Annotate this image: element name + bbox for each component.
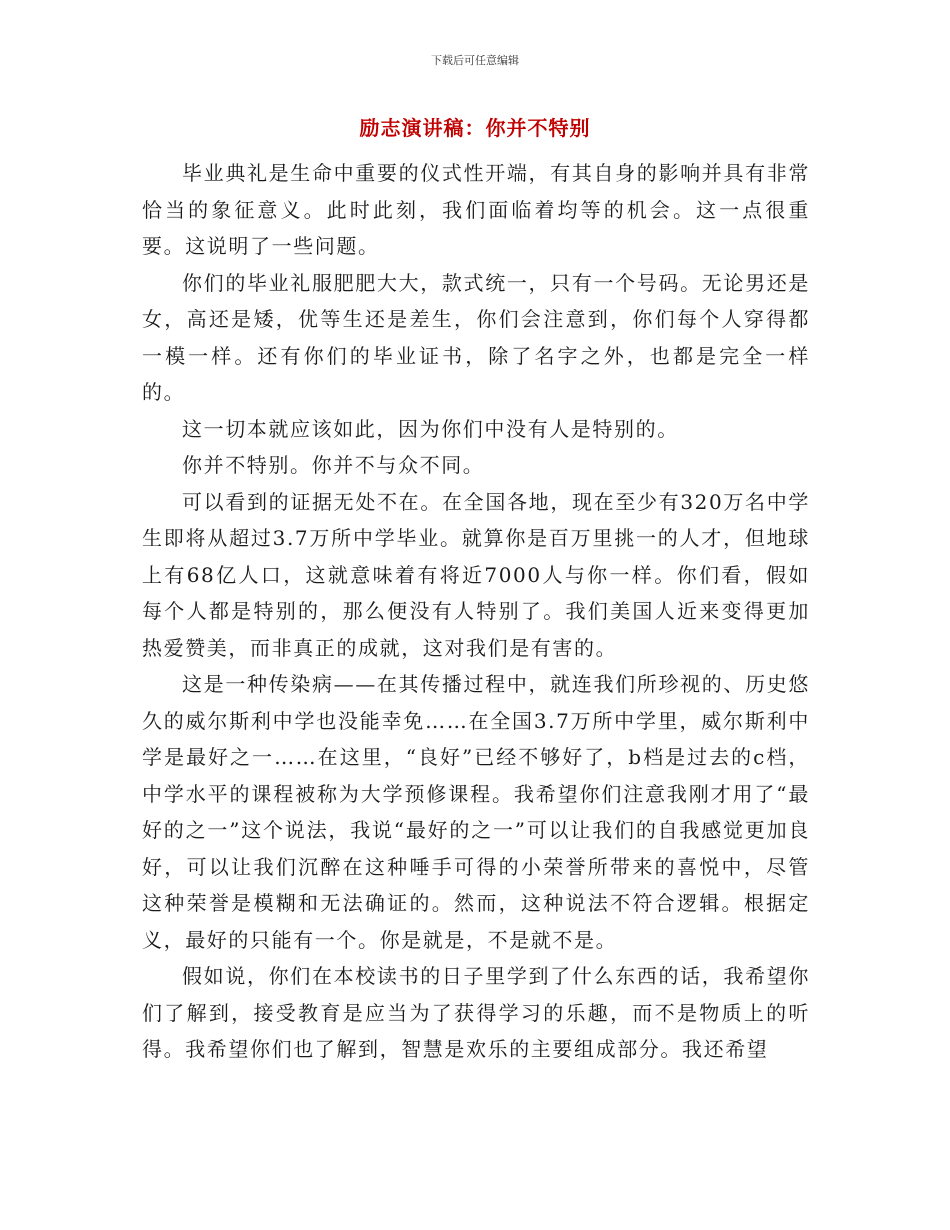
paragraph: 这是一种传染病——在其传播过程中，就连我们所珍视的、历史悠久的威尔斯利中学也没能幸免……在全国3.7万所中学里，威尔斯利中学是最好之一……在这里，“良好”已经不够好了，b档是过去的c档，中学水平的课程被称为大学预修课程。我希望你们注意我刚才用了“最好的之一”这个说法，我说“最好的之一”可以让我们的自我感觉更加良好，可以让我们沉醉在这种唾手可得的小荣誉所带来的喜悦中，尽管这种荣誉是模糊和无法确证的。然而，这种说法不符合逻辑。根据定义，最好的只能有一个。你是就是，不是就不是。 — [142, 672, 810, 952]
document-body — [142, 155, 810, 1068]
paragraph: 你并不特别。你并不与众不同。 — [182, 453, 485, 477]
document-title: 励志演讲稿：你并不特别 — [359, 116, 591, 140]
paragraph: 毕业典礼是生命中重要的仪式性开端，有其自身的影响并具有非常恰当的象征意义。此时此刻，我们面临着均等的机会。这一点很重要。这说明了一些问题。 — [142, 161, 810, 258]
paragraph: 这一切本就应该如此，因为你们中没有人是特别的。 — [182, 416, 679, 441]
header-note: 下载后可任意编辑 — [431, 54, 519, 67]
paragraph: 假如说，你们在本校读书的日子里学到了什么东西的话，我希望你们了解到，接受教育是应当为了获得学习的乐趣，而不是物质上的听得。我希望你们也了解到，智慧是欢乐的主要组成部分。我还希望 — [142, 964, 810, 1061]
paragraph: 你们的毕业礼服肥肥大大，款式统一，只有一个号码。无论男还是女，高还是矮，优等生还是差生，你们会注意到，你们每个人穿得都一模一样。还有你们的毕业证书，除了名字之外，也都是完全一样的。 — [142, 270, 810, 404]
paragraph: 可以看到的证据无处不在。在全国各地，现在至少有320万名中学生即将从超过3.7万所中学毕业。就算你是百万里挑一的人才，但地球上有68亿人口，这就意味着有将近7000人与你一样。你们看，假如每个人都是特别的，那么便没有人特别了。我们美国人近来变得更加热爱赞美，而非真正的成就，这对我们是有害的。 — [142, 489, 810, 660]
